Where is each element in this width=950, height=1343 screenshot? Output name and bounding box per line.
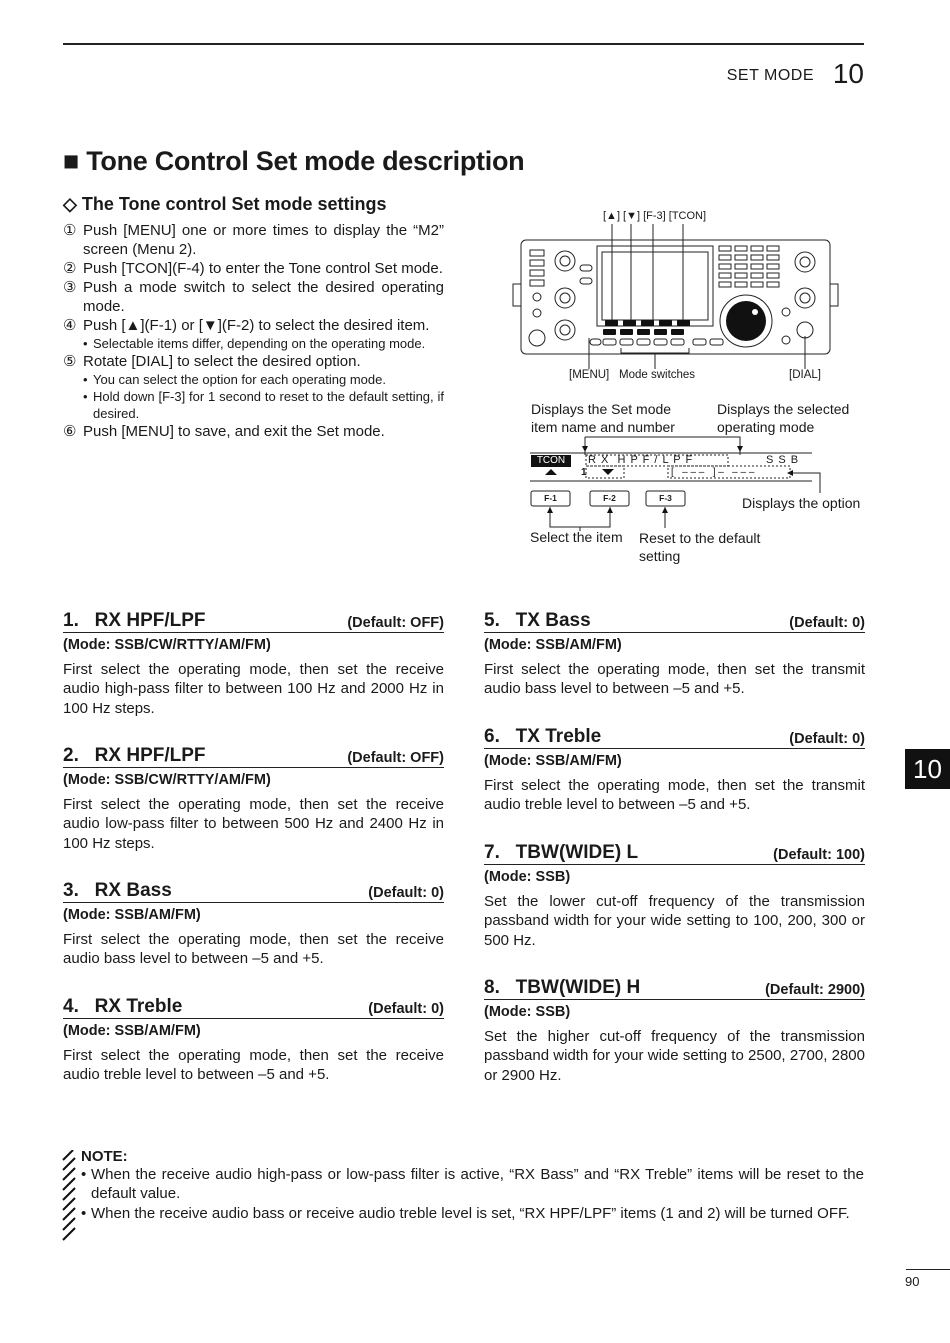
note-title: NOTE: [81, 1148, 128, 1165]
step-number: ③ [63, 279, 77, 296]
setting-mode: (Mode: SSB/AM/FM) [63, 1023, 201, 1039]
step-text: Rotate [DIAL] to select the desired option. [83, 353, 361, 370]
callout-line: operating mode [717, 419, 815, 435]
setting-description: First select the operating mode, then set the receive audio low-pass filter to between 500 Hz and 2400 Hz in 100 Hz steps. [63, 796, 444, 852]
setting-description: Set the higher cut-off frequency of the transmission passband width for your wide setting to 2500, 2700, 2800 or 2900 Hz. [484, 1028, 865, 1084]
setting-header [63, 996, 444, 1019]
setting-mode: (Mode: SSB/AM/FM) [63, 907, 201, 923]
setting-mode: (Mode: SSB/CW/RTTY/AM/FM) [63, 772, 271, 788]
step-5-note-a: • You can select the option for each operating mode. [63, 371, 444, 388]
setting-default: (Default: 0) [368, 885, 444, 901]
chapter-side-tab: 10 [905, 749, 950, 789]
note-block [63, 1148, 864, 1223]
setting-rx-treble [63, 996, 444, 1085]
radio-side-handle [830, 284, 838, 306]
header-rule [63, 43, 864, 45]
setting-title: 5. TX Bass [484, 610, 591, 631]
setting-title: 4. RX Treble [63, 996, 183, 1017]
radio-diagram [505, 205, 865, 575]
setting-header [484, 842, 865, 865]
setting-default: (Default: 0) [368, 1001, 444, 1017]
setting-mode: (Mode: SSB/CW/RTTY/AM/FM) [63, 637, 271, 653]
setting-title: 8. TBW(WIDE) H [484, 977, 641, 998]
callout-set-mode-item [531, 400, 675, 436]
diagram-top-keys-label: [▲] [▼] [F-3] [TCON] [603, 210, 707, 222]
setting-default: (Default: 0) [789, 615, 865, 631]
setting-title: 6. TX Treble [484, 726, 602, 747]
step-2 [63, 259, 444, 278]
step-number: ⑥ [63, 423, 77, 440]
note-text: When the receive audio bass or receive audio treble level is set, “RX HPF/LPF” items (1 and 2) will be turned OFF. [91, 1204, 850, 1222]
step-1 [63, 221, 444, 259]
step-text: Push [▲](F-1) or [▼](F-2) to select the desired item. [83, 317, 430, 334]
header-chapter-number: 10 [832, 58, 864, 89]
lcd-tcon-text: TCON [536, 455, 566, 466]
diagram-mode-switches-label: Mode switches [619, 369, 696, 381]
callout-select-item: Select the item [530, 529, 623, 545]
setting-title: 7. TBW(WIDE) L [484, 842, 639, 863]
callout-line: Displays the selected [717, 401, 850, 417]
setting-tbw-wide-l [484, 842, 865, 950]
setting-header [63, 745, 444, 768]
setting-header [484, 977, 865, 1000]
callout-line: Displays the Set mode [531, 401, 672, 417]
setting-rx-hpf [63, 610, 444, 718]
step-number: ⑤ [63, 353, 77, 370]
lcd-item-name: R X H P F / L P F [588, 454, 694, 466]
step-text: Push [MENU] one or more times to display the “M2” screen (Menu 2). [83, 222, 444, 258]
f1-key-label: F-1 [544, 493, 557, 503]
setting-default: (Default: 2900) [765, 982, 865, 998]
steps-list [63, 221, 444, 441]
step-text: Push [MENU] to save, and exit the Set mode. [83, 423, 385, 440]
page-title: ■ Tone Control Set mode description [63, 146, 525, 176]
diagram-dial-label: [DIAL] [789, 369, 821, 381]
lcd-item-number: 1 [581, 467, 587, 478]
diagram-menu-label: [MENU] [569, 369, 610, 381]
step-number: ④ [63, 317, 77, 334]
dial-knob [726, 301, 766, 341]
page-number: 90 [905, 1274, 920, 1289]
f2-key-label: F-2 [603, 493, 616, 503]
radio-screen-frame [597, 246, 713, 326]
setting-mode: (Mode: SSB) [484, 869, 571, 885]
step-6 [63, 422, 444, 441]
setting-mode: (Mode: SSB/AM/FM) [484, 753, 622, 769]
setting-title: 3. RX Bass [63, 880, 172, 901]
setting-rx-lpf [63, 745, 444, 853]
radio-side-handle [513, 284, 521, 306]
note-item: • When the receive audio high-pass or low-pass filter is active, “RX Bass” and “RX Treble” items will be reset to the default value. [81, 1166, 864, 1203]
setting-default: (Default: 0) [789, 731, 865, 747]
setting-header [484, 610, 865, 633]
callout-line: setting [639, 548, 681, 564]
setting-mode: (Mode: SSB/AM/FM) [484, 637, 622, 653]
step-4 [63, 316, 444, 335]
radio-screen [602, 252, 708, 320]
section-subtitle: ◇ The Tone control Set mode settings [63, 194, 387, 214]
step-text: Push a mode switch to select the desired operating mode. [83, 279, 444, 315]
step-number: ② [63, 260, 77, 277]
header-section-label: SET MODE [726, 67, 814, 84]
bullet-text: Hold down [F-3] for 1 second to reset to the default setting, if desired. [93, 389, 444, 421]
setting-default: (Default: 100) [773, 847, 865, 863]
page-number-rule [906, 1269, 950, 1270]
callout-line: item name and number [531, 419, 675, 435]
step-4-note: • Selectable items differ, depending on the operating mode. [63, 335, 444, 352]
step-3 [63, 278, 444, 316]
callout-reset-default [639, 529, 760, 565]
note-item: • When the receive audio bass or receive audio treble level is set, “RX HPF/LPF” items (1 and 2) will be turned OFF. [81, 1204, 864, 1223]
step-5 [63, 352, 444, 371]
step-5-note-b: • Hold down [F-3] for 1 second to reset to the default setting, if desired. [83, 389, 444, 421]
setting-description: First select the operating mode, then set the transmit audio treble level to between –5 and +5. [484, 777, 865, 814]
setting-header [63, 880, 444, 903]
setting-header [63, 610, 444, 633]
setting-description: First select the operating mode, then set the transmit audio bass level to between –5 and +5. [484, 661, 865, 698]
note-text: When the receive audio high-pass or low-pass filter is active, “RX Bass” and “RX Treble” items will be reset to the default value. [91, 1166, 864, 1203]
callout-selected-mode [717, 400, 849, 436]
setting-description: First select the operating mode, then set the receive audio bass level to between –5 and +5. [63, 931, 444, 968]
f3-key-label: F-3 [659, 493, 672, 503]
setting-description: Set the lower cut-off frequency of the transmission passband width for your wide setting to 100, 200, 300 or 500 Hz. [484, 893, 865, 949]
setting-tx-treble [484, 726, 865, 815]
setting-title: 2. RX HPF/LPF [63, 745, 206, 766]
step-number: ① [63, 222, 77, 239]
setting-default: (Default: OFF) [347, 750, 444, 766]
setting-description: First select the operating mode, then set the receive audio treble level to between –5 and +5. [63, 1047, 444, 1084]
lcd-mode: S S B [766, 454, 800, 466]
callout-line: Reset to the default [639, 530, 761, 546]
callout-displays-option: Displays the option [742, 495, 861, 511]
bullet-text: Selectable items differ, depending on the operating mode. [93, 336, 426, 351]
setting-tbw-wide-h [484, 977, 865, 1085]
setting-description: First select the operating mode, then set the receive audio high-pass filter to between 100 Hz and 2000 Hz in 100 Hz steps. [63, 661, 444, 717]
setting-mode: (Mode: SSB) [484, 1004, 571, 1020]
setting-header [484, 726, 865, 749]
bullet-text: You can select the option for each operating mode. [93, 372, 386, 387]
setting-default: (Default: OFF) [347, 615, 444, 631]
setting-rx-bass [63, 880, 444, 969]
setting-title: 1. RX HPF/LPF [63, 610, 206, 631]
step-text: Push [TCON](F-4) to enter the Tone control Set mode. [83, 260, 443, 277]
lcd-option-value: [ – – – ] – – – – [671, 467, 755, 478]
setting-tx-bass [484, 610, 865, 699]
